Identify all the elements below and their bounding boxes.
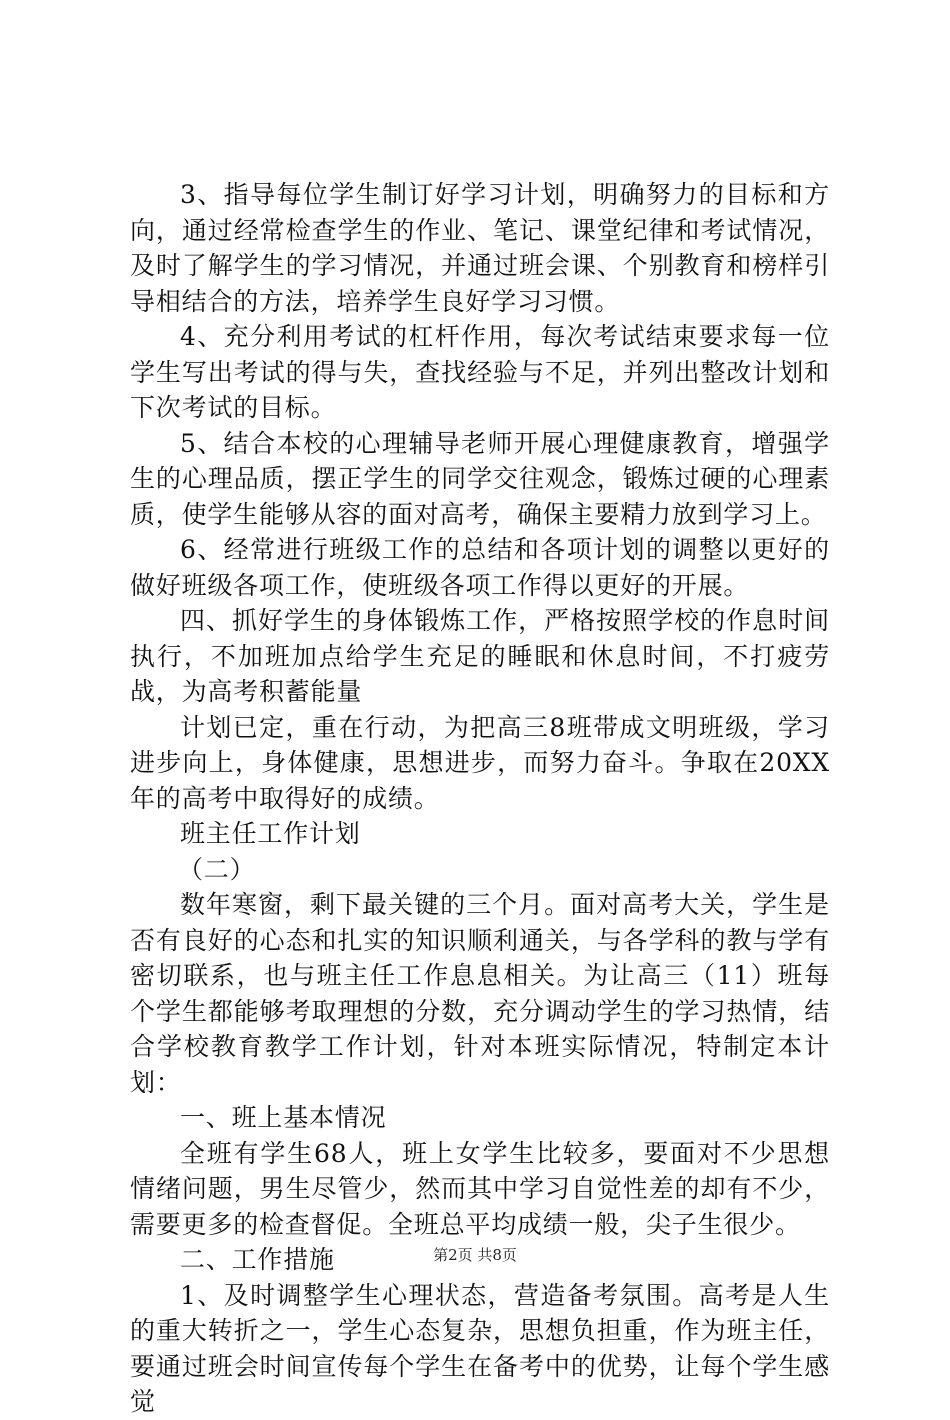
paragraph-study-plan: 3、指导每位学生制订好学习计划，明确努力的目标和方向，通过经常检查学生的作业、笔记、课堂纪律和考试情况，及时了解学生的学习情况，并通过班会课、个别教育和榜样引导相结合的方法，培养学生良好学习习惯。 [130,180,830,316]
page-footer: 第2页 共8页 [433,1246,517,1264]
paragraph-class-summary: 6、经常进行班级工作的总结和各项计划的调整以更好的做好班级各项工作，使班级各项工作得以更好的开展。 [130,535,830,600]
paragraph-exam-leverage: 4、充分利用考试的杠杆作用，每次考试结束要求每一位学生写出考试的得与失，查找经验与不足，并列出整改计划和下次考试的目标。 [130,322,830,422]
paragraph-mental-health: 5、结合本校的心理辅导老师开展心理健康教育，增强学生的心理品质，摆正学生的同学交往观念，锻炼过硬的心理素质，使学生能够从容的面对高考，确保主要精力放到学习上。 [130,428,830,529]
paragraph-physical-exercise: 四、抓好学生的身体锻炼工作，严格按照学校的作息时间执行，不加班加点给学生充足的睡眠和休息时间，不打疲劳战，为高考积蓄能量 [130,606,830,706]
document-body [130,177,830,1420]
heading-basic-situation: 一、班上基本情况 [180,1103,387,1132]
paragraph-mental-adjustment: 1、及时调整学生心理状态，营造备考氛围。高考是人生的重大转折之一，学生心态复杂，思想负担重，作为班主任，要通过班会时间宣传每个学生在备考中的优势，让每个学生感觉 [130,1280,830,1416]
paragraph-plan-conclusion: 计划已定，重在行动，为把高三8班带成文明班级，学习进步向上，身体健康，思想进步，而努力奋斗。争取在20XX年的高考中取得好的成绩。 [130,712,830,813]
section-number: （二） [178,854,256,884]
heading-work-measures: 二、工作措施 [180,1245,335,1274]
paragraph-introduction: 数年寒窗，剩下最关键的三个月。面对高考大关，学生是否有良好的心态和扎实的知识顺利通关，与各学科的教与学有密切联系，也与班主任工作息息相关。为让高三（11）班每个学生都能够考取理想的分数，充分调动学生的学习热情，结合学校教育教学工作计划，针对本班实际情况，特制定本计划： [130,890,830,1097]
paragraph-class-situation: 全班有学生68人，班上女学生比较多，要面对不少思想情绪问题，男生尽管少，然而其中学习自觉性差的却有不少，需要更多的检查督促。全班总平均成绩一般，尖子生很少。 [130,1138,830,1239]
section-title: 班主任工作计划 [180,819,361,848]
